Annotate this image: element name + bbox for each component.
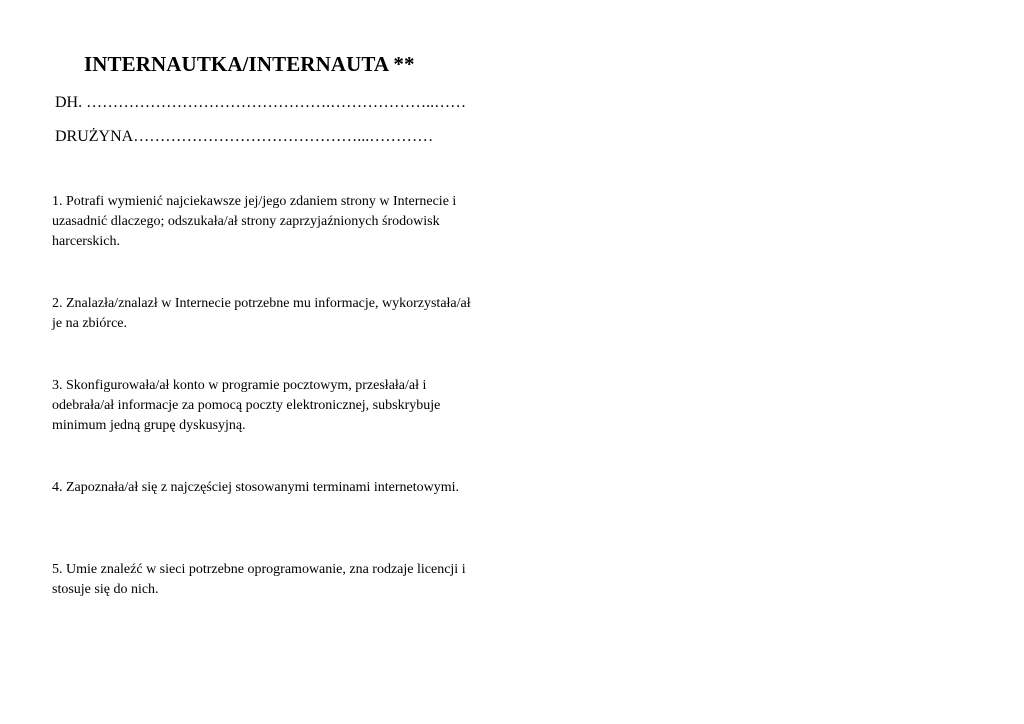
- requirement-3: 3. Skonfigurowała/ał konto w programie pocztowym, przesłała/ał i odebrała/ał informacje za pomocą poczty elektronicznej, subskrybuje minimum jedną grupę dyskusyjną.: [52, 378, 441, 433]
- requirement-4: 4. Zapoznała/ał się z najczęściej stosowanymi terminami internetowymi.: [52, 480, 460, 495]
- requirement-5: 5. Umie znaleźć w sieci potrzebne oprogramowanie, zna rodzaje licencji i stosuje się do nich.: [52, 562, 466, 597]
- dh-name-field: DH. ……………………………………….………………..……: [55, 94, 467, 111]
- requirement-2: 2. Znalazła/znalazł w Internecie potrzebne mu informacje, wykorzystała/ał je na zbiórce.: [52, 296, 471, 331]
- document-title: INTERNAUTKA/INTERNAUTA **: [84, 52, 415, 76]
- druzyna-field: DRUŻYNA……………………………………...…………: [55, 128, 434, 145]
- requirement-1: 1. Potrafi wymienić najciekawsze jej/jego zdaniem strony w Internecie i uzasadnić dlaczego; odszukała/ał strony zaprzyjaźnionych środowisk harcerskich.: [52, 194, 457, 249]
